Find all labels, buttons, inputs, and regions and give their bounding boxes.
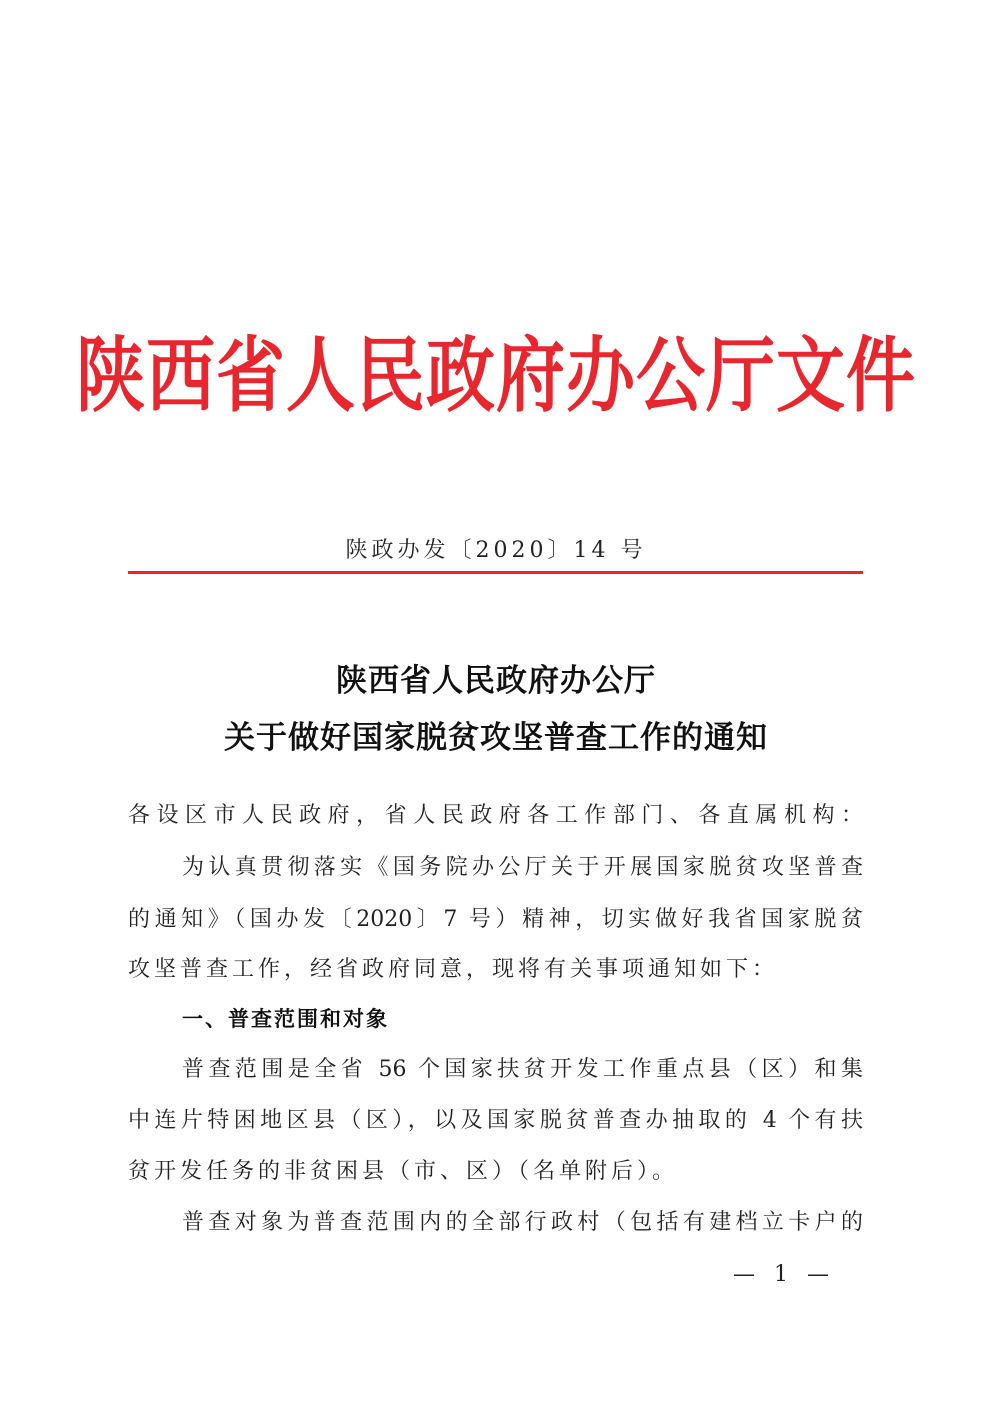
paragraph-1-line-3: 攻坚普查工作，经省政府同意，现将有关事项通知如下： [128, 957, 779, 982]
masthead: 陕西省人民政府办公厅文件 [76, 327, 916, 424]
paragraph-1-line-1: 为认真贯彻落实《国务院办公厅关于开展国家脱贫攻坚普查 [182, 855, 863, 880]
document-number: 陕政办发〔2020〕14 号 [345, 538, 647, 563]
page-number: — 1 — [733, 1262, 835, 1287]
title-line-2: 关于做好国家脱贫攻坚普查工作的通知 [224, 720, 768, 756]
addressee: 各设区市人民政府，省人民政府各工作部门、各直属机构： [128, 803, 863, 828]
paragraph-2-line-2: 中连片特困地区县（区），以及国家脱贫普查办抽取的 4 个有扶 [128, 1108, 863, 1133]
red-separator-line [128, 571, 863, 574]
paragraph-3-line-1: 普查对象为普查范围内的全部行政村（包括有建档立卡户的 [182, 1210, 863, 1235]
paragraph-2-line-3: 贫开发任务的非贫困县（市、区）（名单附后）。 [128, 1159, 679, 1184]
paragraph-1-line-2: 的通知》（国办发〔2020〕7 号）精神，切实做好我省国家脱贫 [128, 907, 863, 932]
title-line-1: 陕西省人民政府办公厅 [336, 663, 656, 699]
section-1-heading: 一、普查范围和对象 [182, 1007, 389, 1031]
paragraph-2-line-1: 普查范围是全省 56 个国家扶贫开发工作重点县（区）和集 [182, 1057, 863, 1082]
